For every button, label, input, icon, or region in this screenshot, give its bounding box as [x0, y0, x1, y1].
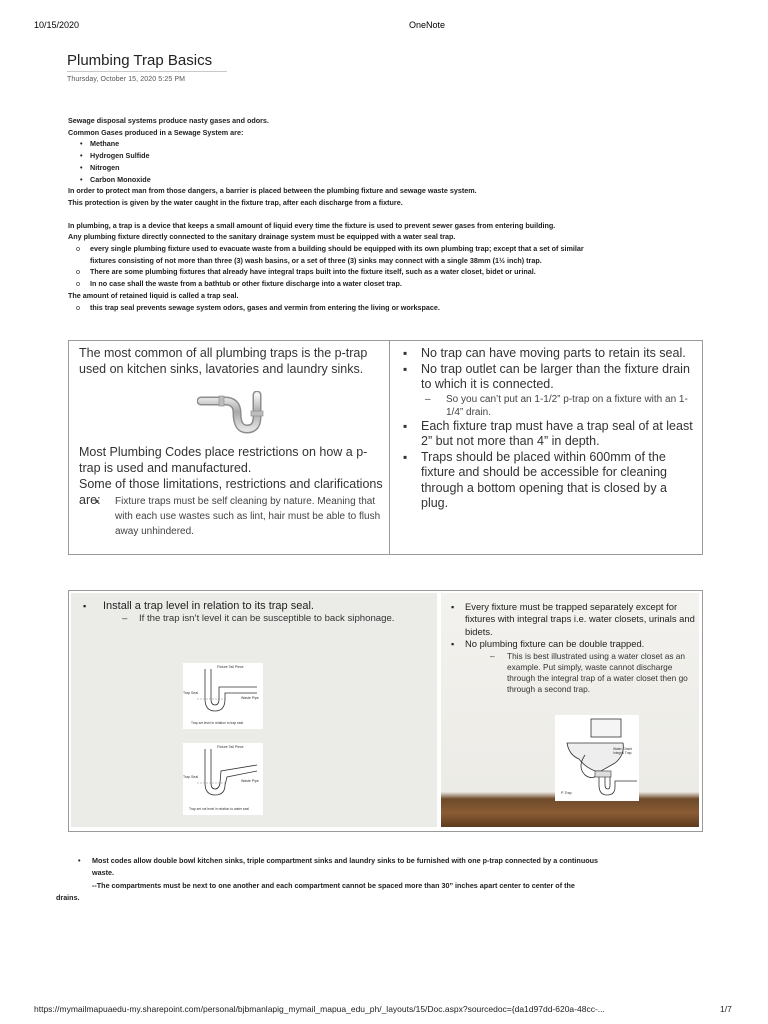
intro-notes[interactable]: [68, 115, 688, 313]
slide-image-ptrap-rules[interactable]: [68, 340, 703, 555]
fig-label: Trap Seal: [183, 691, 199, 695]
title-divider: [67, 71, 227, 72]
water-closet-figure: [555, 715, 639, 801]
trap-seal-list: [68, 302, 688, 314]
intro-line: Common Gases produced in a Sewage System are:: [68, 127, 244, 137]
slide-bullet: [93, 494, 383, 539]
water-closet-icon: [555, 715, 639, 801]
intro-line: Any plumbing fixture directly connected to the sanitary drainage system must be equipped with a water seal trap.: [68, 232, 456, 242]
page-title[interactable]: Plumbing Trap Basics: [67, 52, 213, 69]
fig-label: Fixture Tail Piece: [217, 745, 244, 749]
bullet-text: ▪ No trap outlet can be larger than the fixture drain to which it is connected.: [401, 362, 697, 393]
list-item: o There are some plumbing fixtures that already have integral traps built into the fixture itself, such as a water closet, bidet or urinal.: [90, 266, 688, 278]
fig-label: Water Closet Integral Trap: [613, 747, 632, 755]
fig-label: P-Trap: [561, 791, 572, 795]
p-trap-icon: [197, 391, 267, 441]
fig-caption: Trap set not level in relation to water seal: [189, 807, 249, 811]
fig-label: Waste Pipe: [241, 779, 259, 783]
level-trap-figure: [183, 663, 263, 729]
slide-bullets: [401, 346, 697, 512]
fig-caption: Trap set level in relation to trap seal: [191, 721, 244, 725]
intro-line: Sewage disposal systems produce nasty gases and odors.: [68, 116, 269, 125]
list-text: --The compartments must be next to one another and each compartment cannot be spaced more than 30” inches apart center to center of the: [92, 880, 575, 890]
print-date: 10/15/2020: [34, 20, 80, 30]
footer-notes[interactable]: [56, 855, 688, 905]
bullet-text: ▪ Every fixture must be trapped separately except for fixtures with integral traps i.e. water closets, urinals and bidets.: [449, 601, 695, 638]
slide-right-panel: [391, 341, 702, 554]
bullet-text: ▪ Install a trap level in relation to its trap seal.: [81, 599, 431, 613]
bullet-text: ▪ Traps should be placed within 600mm of the fixture and should be accessible for cleaning through a bottom opening that is closed by a plug.: [401, 450, 697, 512]
sub-bullet-text: – This is best illustrated using a water closet as an example. Put simply, waste cannot discharge through the integral trap of a water closet then go through a second trap.: [449, 651, 695, 696]
list-item: o this trap seal prevents sewage system odors, gases and vermin from entering the living or workspace.: [90, 302, 688, 314]
list-text: Most codes allow double bowl kitchen sinks, triple compartment sinks and laundry sinks to be furnished with one p-trap connected by a continuous: [92, 856, 598, 865]
bullet-text: ▪ Each fixture trap must have a trap seal of at least 2” but not more than 4” in depth.: [401, 419, 697, 450]
gases-list: [68, 138, 688, 185]
slide-right-panel: [441, 593, 699, 827]
unlevel-trap-figure: [183, 743, 263, 815]
slide-bullets: [449, 601, 695, 695]
list-item: • Most codes allow double bowl kitchen sinks, triple compartment sinks and laundry sinks to be furnished with one p-trap connected by a continuous waste.: [68, 855, 688, 880]
fig-label: Trap Seal: [183, 775, 199, 779]
intro-line: The amount of retained liquid is called a trap seal.: [68, 290, 239, 300]
print-app-name: OneNote: [409, 20, 446, 30]
bullet-text: ▪ Fixture traps must be self cleaning by nature. Meaning that with each use wastes such as lint, hair must be able to flush away unhindered.: [93, 494, 383, 539]
slide-paragraph: Some of those limitations, restrictions and clarifications are:: [79, 477, 383, 507]
list-text: o every single plumbing fixture used to evacuate waste from a building should be equipped with its own plumbing trap; except that a set of similar: [90, 244, 584, 254]
slide-bullets: [81, 599, 431, 626]
bullet-text: ▪ No plumbing fixture can be double trapped.: [449, 638, 695, 650]
list-item: • Methane: [90, 138, 688, 150]
page-created-date: Thursday, October 15, 2020 5:25 PM: [67, 76, 186, 83]
fig-label: Fixture Tail Piece: [217, 665, 244, 669]
page-number: 1/7: [720, 1004, 732, 1014]
list-text: fixtures consisting of not more than three (3) wash basins, or a set of three (3) sinks may connect with a single 38mm (1½ inch) trap.: [90, 255, 542, 265]
list-item: o In no case shall the waste from a bathtub or other fixture discharge into a water closet trap.: [90, 278, 688, 290]
list-item: [90, 243, 688, 266]
slide-left-panel: [71, 593, 437, 827]
page-url[interactable]: https://mymailmapuaedu-my.sharepoint.com/personal/bjbmanlapig_mymail_mapua_edu_ph/_layouts/15/Doc.aspx?sourcedoc={da1d97dd-620a-48cc-...: [34, 1004, 605, 1014]
note-line: [56, 880, 688, 905]
slide-image-trap-installation[interactable]: [68, 590, 703, 832]
intro-line: This protection is given by the water caught in the fixture trap, after each discharge from a fixture.: [68, 197, 403, 207]
slide-paragraph: The most common of all plumbing traps is the p-trap used on kitchen sinks, lavatories and laundry sinks.: [79, 346, 368, 376]
list-text: waste.: [92, 868, 114, 878]
slide-left-panel: [69, 341, 390, 554]
list-item: • Nitrogen: [90, 162, 688, 174]
intro-line: In plumbing, a trap is a device that keeps a small amount of liquid every time the fixture is used to prevent sewer gases from entering building.: [68, 220, 556, 230]
list-text: drains.: [56, 893, 80, 903]
sub-bullet-text: – If the trap isn’t level it can be susceptible to back siphonage.: [81, 613, 431, 626]
fig-label: Waste Pipe: [241, 696, 259, 700]
intro-line: In order to protect man from those dangers, a barrier is placed between the plumbing fixture and sewage waste system.: [68, 186, 477, 196]
list-item: • Hydrogen Sulfide: [90, 150, 688, 162]
sub-bullet-text: – So you can’t put an 1-1/2” p-trap on a fixture with an 1-1/4” drain.: [401, 393, 697, 419]
slide-paragraph: Most Plumbing Codes place restrictions on how a p-trap is used and manufactured.: [79, 445, 368, 475]
bullet-text: ▪ No trap can have moving parts to retain its seal.: [401, 346, 697, 362]
trap-rules-list: [68, 243, 688, 290]
list-item: • Carbon Monoxide: [90, 174, 688, 186]
